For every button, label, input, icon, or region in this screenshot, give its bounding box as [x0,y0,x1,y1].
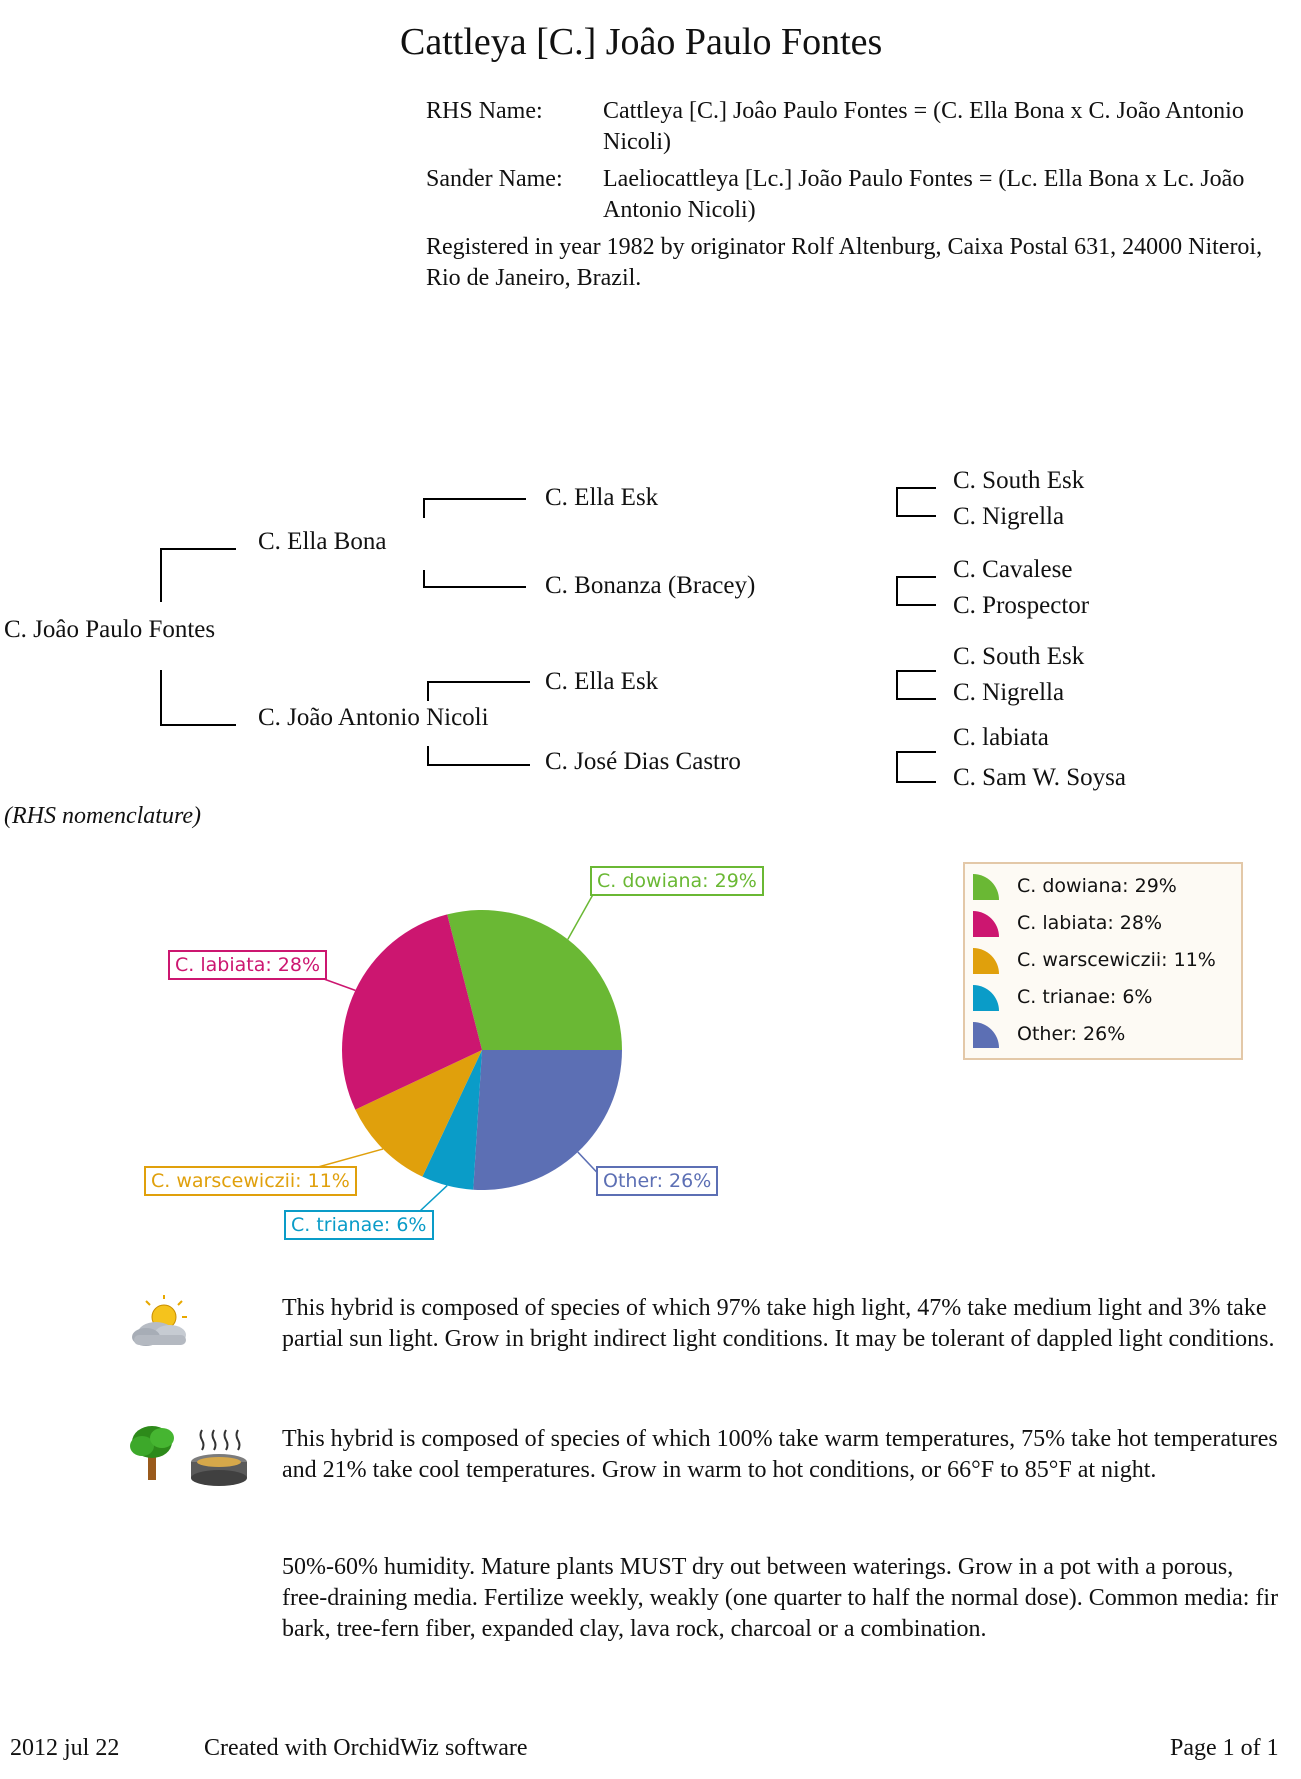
legend-swatch [971,1020,1007,1048]
pedigree-great-grandparent: C. Prospector [953,592,1090,619]
footer-credit: Created with OrchidWiz software [204,1735,528,1761]
footer-date: 2012 jul 22 [10,1735,120,1761]
legend-label: Other: 26% [1017,1023,1126,1045]
pedigree-grandparent: C. Ella Esk [545,668,659,695]
pedigree-grandparent: C. Ella Esk [545,484,659,511]
footer-page-number: Page 1 of 1 [1170,1735,1279,1761]
legend-swatch [971,872,1007,900]
pedigree-great-grandparent: C. Cavalese [953,556,1073,583]
legend-item [971,980,1153,1014]
pedigree-parent: C. João Antonio Nicoli [258,704,489,731]
page-title: Cattleya [C.] Joâo Paulo Fontes [400,21,883,63]
legend-item [971,943,1216,977]
pie-slice-label: C. dowiana: 29% [590,866,764,896]
pedigree-great-grandparent: C. South Esk [953,643,1085,670]
sander-name-label: Sander Name: [426,166,563,192]
light-requirements-text: This hybrid is composed of species of which 97% take high light, 47% take medium light and 3% take partial sun light. Grow in bright indirect light conditions. It may be tolerant of dappled light conditions. [282,1295,1275,1352]
pedigree-root: C. Joâo Paulo Fontes [4,616,216,643]
legend-item [971,869,1177,903]
legend-swatch [971,946,1007,974]
legend-label: C. warscewiczii: 11% [1017,949,1216,971]
tree-and-pot-icon [124,1420,254,1490]
pedigree-grandparent: C. José Dias Castro [545,748,741,775]
rhs-name-label: RHS Name: [426,98,543,124]
sun-cloud-icon [126,1295,196,1355]
pedigree-great-grandparent: C. labiata [953,724,1049,751]
pedigree-parent: C. Ella Bona [258,528,387,555]
pedigree-great-grandparent: C. South Esk [953,467,1085,494]
pie-slice-label: C. labiata: 28% [168,950,327,980]
rhs-name-value: Cattleya [C.] Joâo Paulo Fontes = (C. Ella Bona x C. João Antonio Nicoli) [603,98,1244,155]
legend-label: C. trianae: 6% [1017,986,1153,1008]
legend-label: C. dowiana: 29% [1017,875,1177,897]
legend-label: C. labiata: 28% [1017,912,1163,934]
legend-swatch [971,983,1007,1011]
sander-name-value: Laeliocattleya [Lc.] João Paulo Fontes = (Lc. Ella Bona x Lc. João Antonio Nicoli) [603,166,1245,223]
pie-slice-label: C. warscewiczii: 11% [144,1166,357,1196]
care-instructions-text: 50%-60% humidity. Mature plants MUST dry out between waterings. Grow in a pot with a porous, free-draining media. Fertilize weekly, weakly (one quarter to half the normal dose). Common media: fir bark, tree-fern fiber, expanded clay, lava rock, charcoal or a combination. [282,1554,1279,1642]
pedigree-great-grandparent: C. Nigrella [953,679,1065,706]
pedigree-grandparent: C. Bonanza (Bracey) [545,572,756,599]
pie-slice-label: Other: 26% [596,1166,718,1196]
nomenclature-note: (RHS nomenclature) [4,803,202,829]
pie-chart [120,870,880,1270]
pedigree-great-grandparent: C. Sam W. Soysa [953,764,1126,791]
registration-info: Registered in year 1982 by originator Rolf Altenburg, Caixa Postal 631, 24000 Niteroi, Rio de Janeiro, Brazil. [426,234,1263,291]
legend-swatch [971,909,1007,937]
pedigree-great-grandparent: C. Nigrella [953,503,1065,530]
pie-slice-label: C. trianae: 6% [284,1210,434,1240]
temperature-requirements-text: This hybrid is composed of species of which 100% take warm temperatures, 75% take hot temperatures and 21% take cool temperatures. Grow in warm to hot conditions, or 66°F to 85°F at night. [282,1426,1278,1483]
legend-item [971,906,1162,940]
chart-legend [963,862,1243,1060]
legend-item [971,1017,1125,1051]
